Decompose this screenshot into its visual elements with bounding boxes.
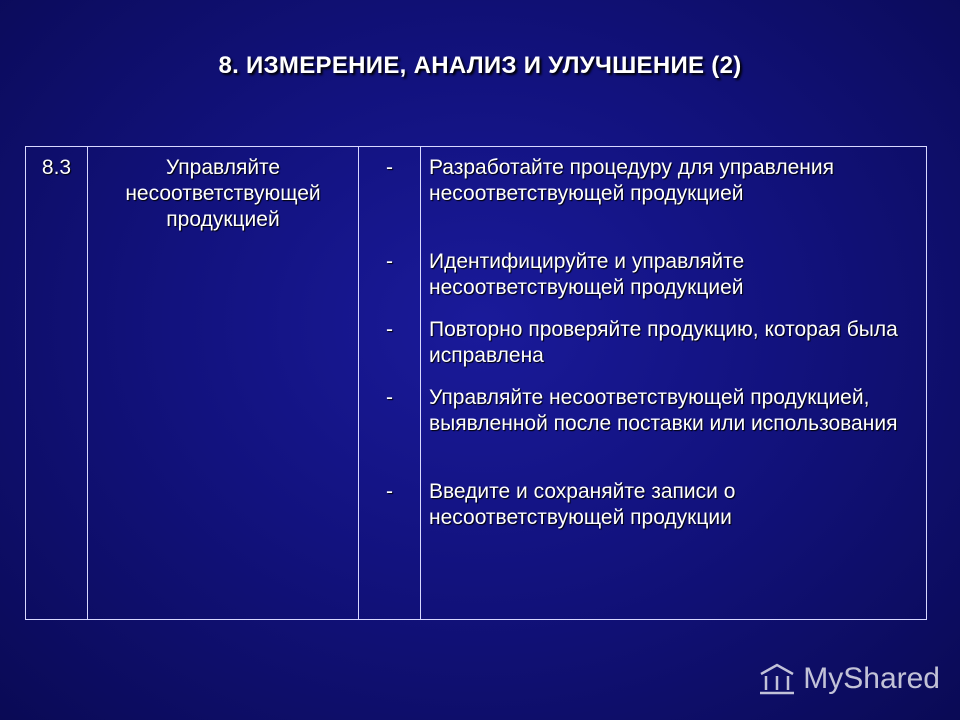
requirements-cell (421, 147, 927, 620)
list-dash: - (386, 250, 393, 273)
list-dash: - (386, 386, 393, 409)
list-item: Идентифицируйте и управляйте несоответствующей продукцией (429, 250, 745, 299)
slide-title: 8. ИЗМЕРЕНИЕ, АНАЛИЗ И УЛУЧШЕНИЕ (2) (218, 52, 742, 79)
list-dash: - (386, 156, 393, 179)
table-row (26, 147, 927, 620)
dash-list (367, 155, 412, 531)
watermark-text: MyShared (803, 662, 940, 695)
watermark (757, 662, 940, 696)
clause-number-cell (26, 147, 88, 620)
list-item: Введите и сохраняйте записи о несоответствующей продукции (429, 480, 736, 529)
requirements-table (25, 146, 927, 620)
clause-number: 8.3 (41, 156, 72, 179)
requirements-list (429, 155, 918, 531)
dash-cell (359, 147, 421, 620)
list-dash: - (386, 318, 393, 341)
myshared-logo-icon (757, 662, 797, 696)
clause-topic: Управляйте несоответствующей продукцией (125, 156, 321, 231)
list-item: Разработайте процедуру для управления несоответствующей продукцией (429, 156, 834, 205)
clause-topic-cell (88, 147, 359, 620)
list-dash: - (386, 480, 393, 503)
list-item: Повторно проверяйте продукцию, которая была исправлена (429, 318, 898, 367)
list-item: Управляйте несоответствующей продукцией, выявленной после поставки или использования (429, 386, 898, 435)
